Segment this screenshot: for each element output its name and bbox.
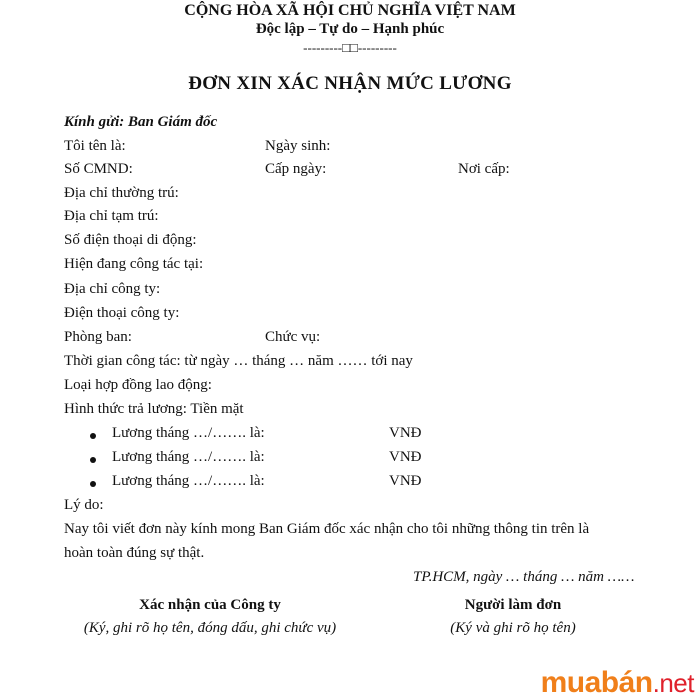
- field-id-number: Số CMND:: [64, 161, 133, 177]
- salary-line-currency: VNĐ: [389, 449, 422, 465]
- salary-line-label: Lương tháng …/……. là:: [112, 449, 265, 465]
- body-text-line-1: Nay tôi viết đơn này kính mong Ban Giám đốc xác nhận cho tôi những thông tin trên là: [64, 521, 590, 537]
- bullet-icon: [90, 457, 96, 463]
- field-company-phone: Điện thoại công ty:: [64, 305, 180, 321]
- field-temporary-address: Địa chỉ tạm trú:: [64, 208, 159, 224]
- field-contract-type: Loại hợp đồng lao động:: [64, 377, 212, 393]
- salary-line-currency: VNĐ: [389, 425, 422, 441]
- recipient: Kính gửi: Ban Giám đốc: [64, 114, 218, 130]
- company-signature-title: Xác nhận của Công ty: [139, 597, 281, 613]
- field-name: Tôi tên là:: [64, 138, 126, 154]
- place-date: TP.HCM, ngày … tháng … năm ……: [413, 569, 635, 585]
- applicant-signature-note: (Ký và ghi rõ họ tên): [450, 620, 576, 636]
- salary-line-label: Lương tháng …/……. là:: [112, 425, 265, 441]
- muaban-logo: [541, 666, 694, 700]
- logo-suffix: .net: [652, 668, 694, 698]
- nation-header: CỘNG HÒA XÃ HỘI CHỦ NGHĨA VIỆT NAM: [184, 2, 516, 19]
- bullet-icon: [90, 433, 96, 439]
- field-issue-place: Nơi cấp:: [458, 161, 510, 177]
- reason-label: Lý do:: [64, 497, 104, 513]
- company-signature-note: (Ký, ghi rõ họ tên, đóng dấu, ghi chức vụ): [83, 620, 337, 636]
- field-company-address: Địa chỉ công ty:: [64, 281, 161, 297]
- salary-line-currency: VNĐ: [389, 473, 422, 489]
- salary-line-label: Lương tháng …/……. là:: [112, 473, 265, 489]
- motto: Độc lập – Tự do – Hạnh phúc: [255, 21, 445, 37]
- field-mobile: Số điện thoại di động:: [64, 232, 197, 248]
- field-permanent-address: Địa chỉ thường trú:: [64, 185, 179, 201]
- applicant-signature-title: Người làm đơn: [464, 597, 562, 613]
- bullet-icon: [90, 481, 96, 487]
- header-divider: ---------□□---------: [303, 40, 397, 55]
- field-dob: Ngày sinh:: [265, 138, 331, 154]
- field-department: Phòng ban:: [64, 329, 132, 345]
- field-issue-date: Cấp ngày:: [265, 161, 327, 177]
- field-position: Chức vụ:: [265, 329, 321, 345]
- body-text-line-2: hoàn toàn đúng sự thật.: [64, 545, 205, 561]
- field-work-period: Thời gian công tác: từ ngày … tháng … năm …… tới nay: [64, 353, 413, 369]
- field-payment-method: Hình thức trả lương: Tiền mặt: [64, 401, 244, 417]
- field-current-work: Hiện đang công tác tại:: [64, 256, 204, 272]
- document-title: ĐƠN XIN XÁC NHẬN MỨC LƯƠNG: [188, 73, 512, 94]
- logo-brand: muabán: [540, 666, 653, 699]
